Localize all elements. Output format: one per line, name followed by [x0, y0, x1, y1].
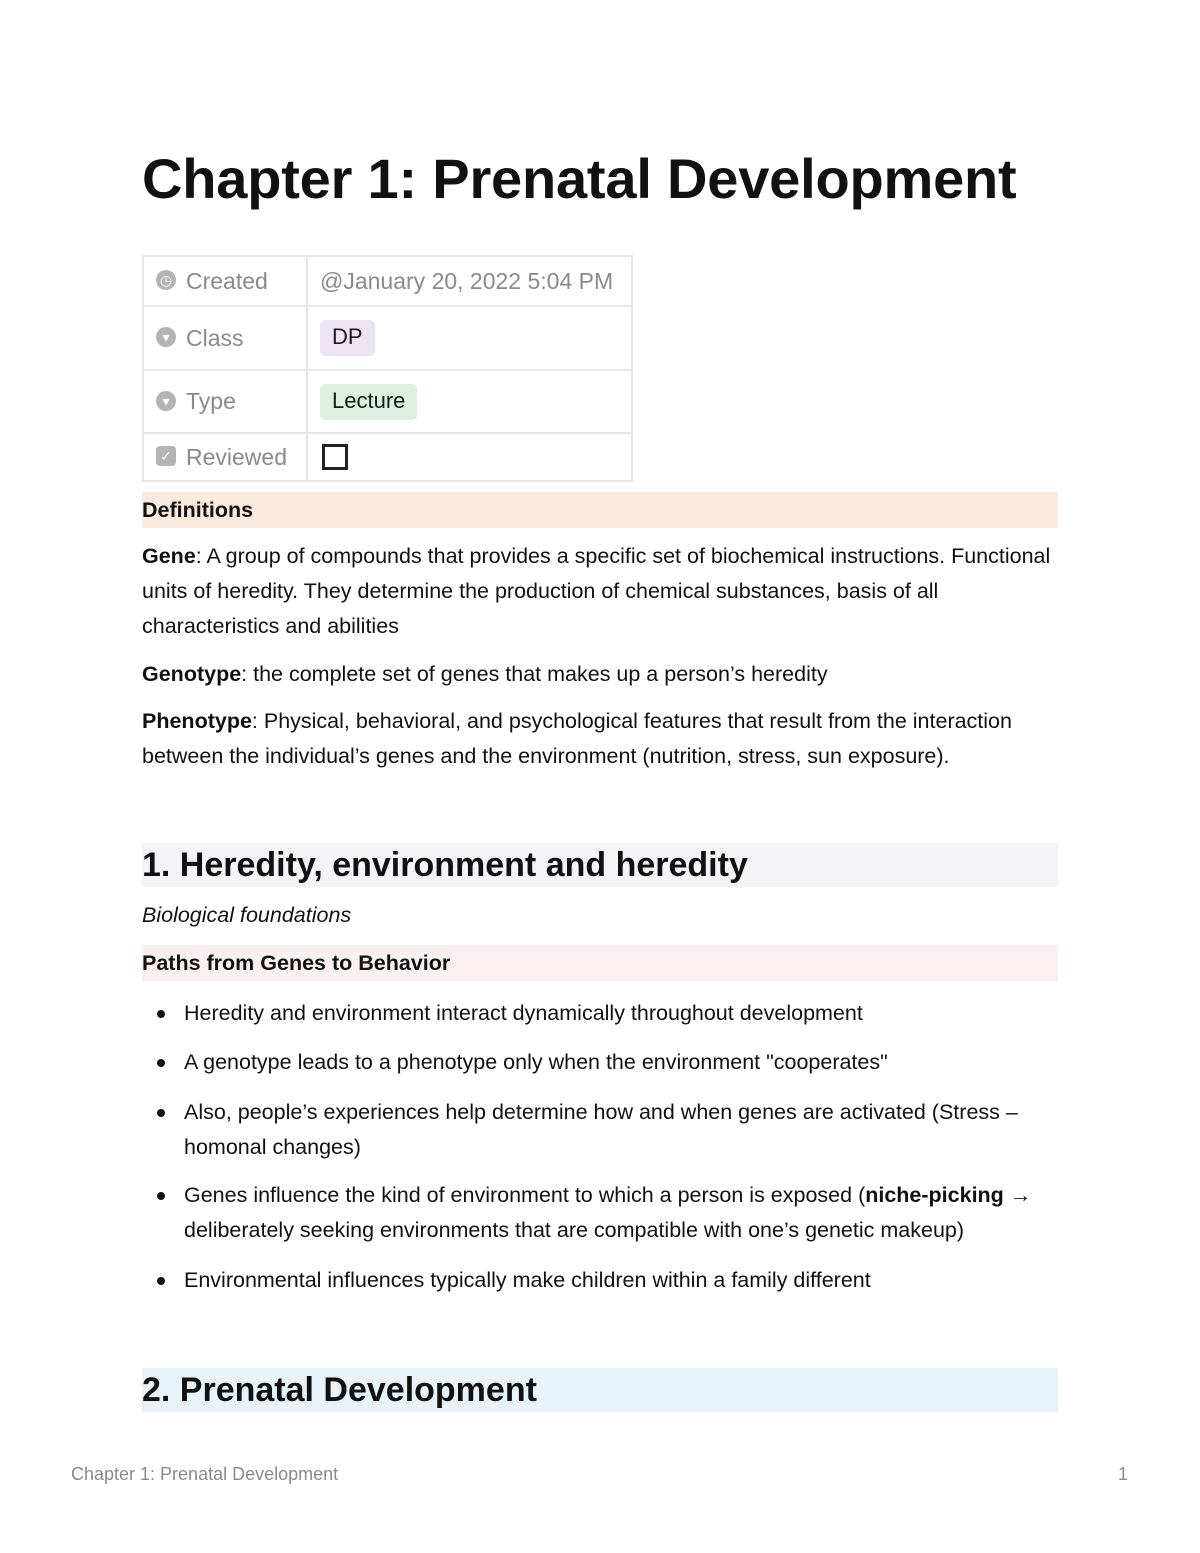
property-row-created: [143, 256, 632, 306]
definition-text: : Physical, behavioral, and psychological features that result from the interaction between the individual’s genes and the environment (nutrition, stress, sun exposure).: [142, 709, 1012, 768]
definition-phenotype: [142, 704, 1058, 774]
select-icon: ▾: [156, 327, 176, 347]
clock-icon: ◷: [156, 270, 176, 290]
page-number: 1: [1118, 1464, 1129, 1484]
page-title: Chapter 1: Prenatal Development: [142, 147, 1017, 210]
definitions-callout: Definitions: [142, 492, 1058, 528]
definition-text: : A group of compounds that provides a specific set of biochemical instructions. Functional units of heredity. They determine the production of chemical substances, basis of all characteristics and abilities: [142, 544, 1051, 638]
list-item: Also, people’s experiences help determine how and when genes are activated (Stress – homonal changes): [142, 1095, 1058, 1165]
definition-term: Gene: [142, 544, 196, 568]
select-icon: ▾: [156, 391, 176, 411]
list-item: Environmental influences typically make children within a family different: [142, 1263, 1058, 1298]
section-heading-1: 1. Heredity, environment and heredity: [142, 843, 1058, 887]
property-row-class: [143, 306, 632, 370]
list-item: A genotype leads to a phenotype only when the environment "cooperates": [142, 1045, 1058, 1080]
type-tag[interactable]: Lecture: [320, 384, 417, 420]
property-label: Class: [186, 324, 244, 351]
definition-text: : the complete set of genes that makes up a person’s heredity: [241, 662, 828, 686]
definition-genotype: [142, 657, 1058, 692]
checkbox-icon: ✓: [156, 446, 176, 466]
section-subtitle: Biological foundations: [142, 903, 352, 927]
list-item: Heredity and environment interact dynamically throughout development: [142, 996, 1058, 1031]
definition-gene: [142, 539, 1058, 644]
created-date: @January 20, 2022 5:04 PM: [320, 267, 614, 294]
genes-behavior-callout: Paths from Genes to Behavior: [142, 945, 1058, 981]
list-item: Genes influence the kind of environment to which a person is exposed (niche-picking → deliberately seeking environments that are compatible with one’s genetic makeup): [142, 1178, 1058, 1248]
property-row-type: [143, 370, 632, 433]
property-label: Type: [186, 388, 236, 414]
properties-table: [142, 255, 633, 482]
section-heading-2: 2. Prenatal Development: [142, 1368, 1058, 1412]
definition-term: Phenotype: [142, 709, 252, 733]
bullet-list: [142, 996, 1058, 1298]
class-tag[interactable]: DP: [320, 320, 375, 356]
property-label: Reviewed: [186, 443, 287, 470]
definition-term: Genotype: [142, 662, 242, 686]
niche-picking-term: niche-picking: [865, 1183, 1004, 1207]
property-row-reviewed: [143, 433, 632, 481]
property-label: Created: [186, 267, 268, 294]
reviewed-checkbox[interactable]: [322, 444, 348, 470]
footer-title: Chapter 1: Prenatal Development: [71, 1464, 339, 1484]
